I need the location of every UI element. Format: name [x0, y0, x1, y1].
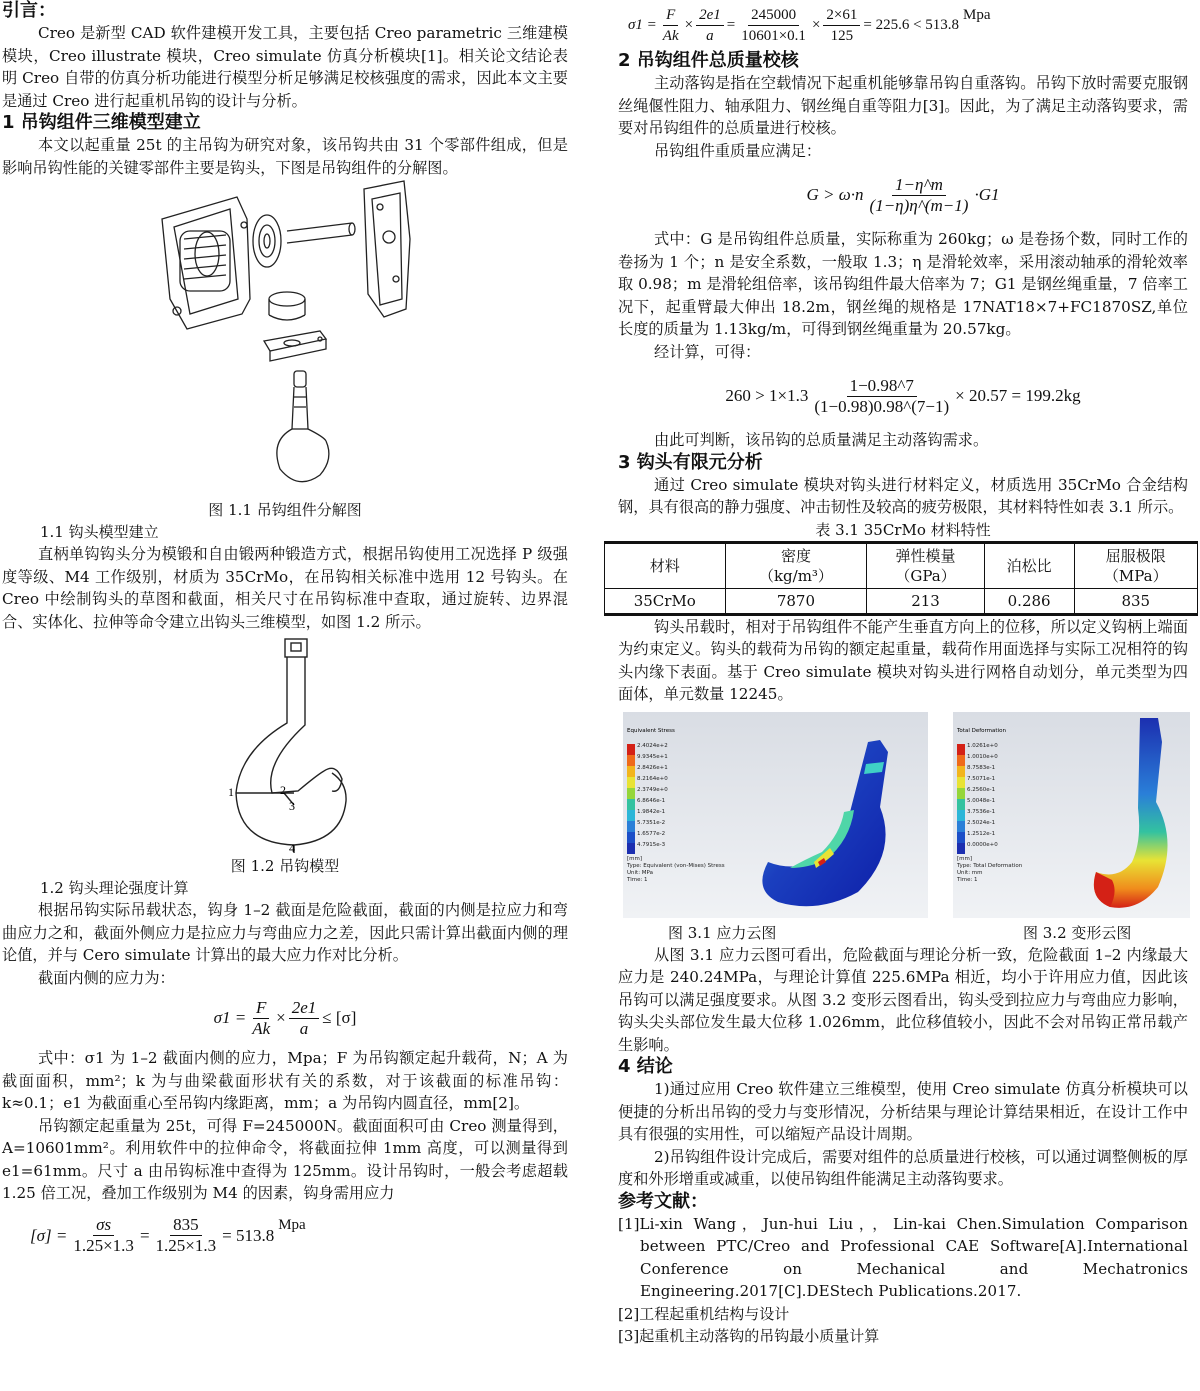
section-2-paragraph-3: 式中：G 是吊钩组件总质量，实际称重为 260kg；ω 是卷扬个数，同时工作的卷扬为 1 个；n 是安全系数，一般取 1.3；η 是滑轮效率，采用滚动轴承的滑轮效率取 0.98；m 是滑轮组倍率，该吊钩组件最大倍率为 7；G1 是钢丝绳重量，7 倍率工况下，起重臂最大伸出 18.2m，钢丝绳的规格是 17NAT18×7+FC1870SZ,单位长度的质量为 1.13kg/m，可得到钢丝绳重量为 20.57kg。: [618, 230, 1188, 338]
stress-legend-value: 4.7915e-3: [637, 841, 666, 848]
formula-unit: Mpa: [278, 1217, 306, 1233]
section-marker-1: 1: [228, 785, 234, 799]
formula-inner-stress: σ1 = $\frac{F}{Ak}$ × $\frac{2e1}{a}$ ≤ [σ]: [213, 997, 357, 1038]
right-column: [618, 0, 1188, 1348]
formula-unit: Mpa: [963, 6, 991, 23]
formula-lhs: [σ] =: [30, 1225, 68, 1245]
section-4-heading: 4 结论: [618, 1056, 673, 1077]
subsection-1-1-heading: 1.1 钩头模型建立: [40, 523, 159, 541]
figure-1-2-caption: 图 1.2 吊钩模型: [230, 857, 340, 875]
formula-mass-condition: [618, 162, 1188, 228]
left-column: [2, 0, 568, 1267]
deformation-legend-footnote: Type: Total Deformation: [957, 862, 1023, 869]
stress-legend-title: Equivalent Stress: [627, 727, 675, 734]
fea-result-images: [618, 712, 1190, 922]
table-cell: 835: [1074, 588, 1197, 614]
stress-legend-footnote: [mm]: [627, 855, 643, 862]
formula-explanation: 式中：σ1 为 1–2 截面内侧的应力，Mpa；F 为吊钩额定起升载荷，N；A 为截面面积，mm²；k 为与曲梁截面形状有关的系数，对于该截面的标准吊钩：k≈0.1；e1 为截面重心至吊钩内缘距离，mm；a 为吊钩内圆直径，mm[2]。: [2, 1049, 568, 1112]
formula-rhs: × 20.57 = 199.2kg: [955, 386, 1081, 405]
yield-label: 屈服极限: [1105, 546, 1166, 565]
deformation-legend-value: 1.2512e-1: [967, 830, 996, 837]
deformation-legend-value: 3.7536e-1: [967, 808, 996, 815]
section-marker-3: 3: [289, 799, 295, 813]
formula-mass-calculation: [618, 363, 1188, 429]
modulus-unit: （GPa）: [895, 566, 956, 585]
material-properties-table: [604, 541, 1198, 616]
deformation-legend-footnote: Time: 1: [957, 876, 978, 883]
stress-legend-value: 2.4024e+2: [637, 742, 668, 749]
section-2-paragraph-1: 主动落钩是指在空载情况下起重机能够靠吊钩自重落钩。吊钩下放时需要克服钢丝绳偃性阻力、轴承阻力、钢丝绳自重等阻力[3]。因此，为了满足主动落钩要求，需要对吊钩组件的总质量进行校核。: [618, 74, 1188, 137]
references-list: [618, 1213, 1188, 1348]
frac-denominator: 10601×0.1: [741, 27, 806, 44]
deformation-legend-scale: [957, 744, 965, 854]
section-marker-2: 2: [280, 783, 286, 797]
table-cell: 35CrMo: [605, 588, 726, 614]
table-header-row: [605, 542, 1198, 588]
stress-legend-value: 1.9842e-1: [637, 808, 666, 815]
deformation-legend-title: Total Deformation: [957, 727, 1006, 734]
frac-numerator: σs: [93, 1215, 114, 1236]
frac-numerator: 2×61: [823, 5, 860, 26]
frac-numerator: 2e1: [696, 5, 724, 26]
stress-legend-value: 1.6577e-2: [637, 830, 666, 837]
figure-captions-row: [618, 922, 1188, 944]
formula-result: = 225.6 < 513.8: [863, 16, 960, 33]
section-2-conclusion: 由此可判断，该吊钩的总质量满足主动落钩需求。: [654, 431, 989, 449]
section-2-heading: 2 吊钩组件总质量校核: [618, 50, 799, 71]
formula-result: = 513.8: [222, 1225, 275, 1245]
deformation-legend-value: 0.0000e+0: [967, 841, 998, 848]
stress-legend-value: 6.8646e-1: [637, 797, 666, 804]
frac-denominator: Ak: [252, 1018, 271, 1038]
frac-numerator: 835: [170, 1215, 202, 1236]
table-header-density: [725, 542, 867, 588]
frac-numerator: F: [663, 5, 678, 26]
section-2-paragraph-2: 吊钩组件重质量应满足：: [654, 141, 822, 160]
section-3-heading: 3 钩头有限元分析: [618, 451, 763, 473]
frac-denominator: a: [706, 27, 714, 44]
frac-denominator: Ak: [662, 27, 679, 44]
frac-numerator: 1−0.98^7: [847, 376, 917, 397]
formula-lhs: 260 > 1×1.3: [725, 386, 809, 405]
formula-lhs: σ1 =: [628, 16, 657, 33]
reference-item: [3]起重机主动落钩的吊钩最小质量计算: [618, 1327, 880, 1345]
section-marker-4: 4: [289, 841, 295, 855]
stress-legend-value: 2.8426e+1: [637, 764, 668, 771]
section-1-paragraph: 本文以起重量 25t 的主吊钩为研究对象，该吊钩共由 31 个零部件组成，但是影响吊钩性能的关键零部件主要是钩头，下图是吊钩组件的分解图。: [2, 136, 568, 177]
section-3-paragraph-2: 钩头吊载时，相对于吊钩组件不能产生垂直方向上的位移，所以定义钩柄上端面为约束定义。钩头的载荷为吊钩的额定起重量，载荷作用面选择与实际工况相符的钩头内缘下表面。基于 Creo simulate 模块对钩头进行网格自动划分，单元类型为四面体，单元数量 12245。: [618, 617, 1188, 703]
deformation-legend-value: 5.0048e-1: [967, 797, 996, 804]
deformation-legend-value: 1.0261e+0: [967, 742, 998, 749]
frac-denominator: a: [299, 1018, 309, 1038]
modulus-label: 弹性模量: [895, 546, 956, 565]
yield-unit: （MPa）: [1103, 566, 1168, 585]
stress-legend-value: 5.7351e-2: [637, 819, 666, 826]
frac-numerator: F: [253, 998, 269, 1019]
table-cell: 213: [867, 588, 984, 614]
frac-denominator: (1−η)η^(m−1): [869, 195, 969, 215]
frac-denominator: (1−0.98)0.98^(7−1): [814, 396, 950, 416]
frac-denominator: 125: [830, 27, 854, 44]
frac-numerator: 1−η^m: [892, 175, 946, 196]
table-3-1-caption: 表 3.1 35CrMo 材料特性: [815, 520, 991, 539]
reference-item: [1]Li-xin Wang，Jun-hui Liu，，Lin-kai Chen.Simulation Comparison between PTC/Creo and Professional CAE Software[A].International Conference on Mechanical and Mechatronics Engineering.2017[C].DEStech Publications.2017.: [618, 1214, 1188, 1300]
exploded-assembly-drawing: [2, 179, 568, 499]
deformation-legend-value: 8.7583e-1: [967, 764, 996, 771]
table-cell: 7870: [725, 588, 867, 614]
section-1-heading: 1 吊钩组件三维模型建立: [2, 112, 201, 133]
deformation-legend-value: 2.5024e-1: [967, 819, 996, 826]
section-3-paragraph-3: 从图 3.1 应力云图可看出，危险截面与理论分析一致，危险截面 1–2 内缘最大应力是 240.24MPa，与理论计算值 225.6MPa 相近，均小于许用应力值，因此该吊钩可以满足强度要求。从图 3.2 变形云图看出，钩头受到拉应力与弯曲应力影响，钩头尖头部位发生最大位移 1.026mm，此位移值较小，因此不会对吊钩正常吊载产生影响。: [618, 945, 1188, 1054]
stress-legend-scale: [627, 744, 635, 854]
frac-denominator: 1.25×1.3: [155, 1236, 217, 1255]
formula-stress-value: σ1 = $\frac{F}{Ak}$ × $\frac{2e1}{a}$ = $\frac{245000}{10601\times 0.1}$ × $\frac{2\times 61}{125}$ = 225.6 < 513.8 Mpa: [628, 6, 991, 44]
subsection-1-2-paragraph: 根据吊钩实际吊载状态，钩身 1–2 截面是危险截面，截面的内侧是拉应力和弯曲应力之和，截面外侧应力是拉应力与弯曲应力之差，因此只需计算出截面内侧的理论值，并与 Cero simulate 计算出的最大应力作对比分析。: [2, 901, 568, 964]
frac-denominator: 1.25×1.3: [73, 1236, 134, 1255]
conclusion-1: 1)通过应用 Creo 软件建立三维模型，使用 Creo simulate 仿真分析模块可以便捷的分析出吊钩的受力与变形情况，分析结果与理论计算结果相近，在设计工作中具有很强的实用性，可以缩短产品设计周期。: [618, 1080, 1188, 1143]
table-header-modulus: [867, 542, 984, 588]
deformation-legend-value: 6.2560e-1: [967, 786, 996, 793]
section-3-paragraph-1: 通过 Creo simulate 模块对钩头进行材料定义，材质选用 35CrMo 合金结构钢，具有很高的静力强度、冲击韧性及较高的疲劳极限，其材料特性如表 3.1 所示。: [618, 475, 1188, 516]
stress-legend-value: 8.2164e+0: [637, 775, 668, 782]
stress-legend-value: 2.3749e+0: [637, 786, 668, 793]
formula-lhs: G > ω·n: [806, 185, 864, 204]
formula-lhs: σ1 =: [213, 1008, 247, 1027]
stress-legend-footnote: Unit: MPa: [627, 869, 653, 876]
figure-3-2-caption: 图 3.2 变形云图: [1023, 923, 1132, 942]
intro-paragraph: Creo 是新型 CAD 软件建模开发工具，主要包括 Creo parametric 三维建模模块，Creo illustrate 模块，Creo simulate 仿真分析模块[1]。相关论文结论表明 Creo 自带的仿真分析功能进行模型分析足够满足校核强度的需求，因此本文主要是通过 Creo 进行起重机吊钩的设计与分析。: [2, 24, 568, 110]
frac-numerator: 2e1: [289, 998, 320, 1019]
table-header-material: 材料: [605, 542, 726, 588]
table-cell: 0.286: [984, 588, 1074, 614]
references-heading: 参考文献：: [618, 1190, 708, 1212]
stress-legend-value: 9.9345e+1: [637, 753, 668, 760]
frac-numerator: 245000: [748, 5, 799, 26]
density-unit: （kg/m³）: [758, 566, 833, 585]
density-label: 密度: [780, 546, 811, 565]
deformation-legend-value: 7.5071e-1: [967, 775, 996, 782]
subsection-1-1-paragraph: 直柄单钩钩头分为模锻和自由锻两种锻造方式，根据吊钩使用工况选择 P 级强度等级、M4 工作级别，材质为 35CrMo，在吊钩相关标准中选用 12 号钩头。在 Creo 中绘制钩头的草图和截面，相关尺寸在吊钩标准中查取，通过旋转、边界混合、实体化、拉伸等命令建立出钩头三维模型，如图 1.2 所示。: [2, 545, 568, 631]
intro-heading: 引言：: [2, 0, 56, 21]
simulation-figures: [618, 712, 1188, 922]
table-row: [605, 588, 1198, 614]
conclusion-2: 2)吊钩组件设计完成后，需要对组件的总质量进行校核，可以通过调整侧板的厚度和外形增重或减重，以使吊钩组件能满足主动落钩要求。: [618, 1147, 1188, 1188]
deformation-legend-footnote: [mm]: [957, 855, 973, 862]
formula-allowable-stress: [σ] = $\frac{\sigma s}{1.25\times 1.3}$ = $\frac{835}{1.25\times 1.3}$ = 513.8 Mpa: [30, 1215, 306, 1255]
stress-intro-line: 截面内侧的应力为：: [38, 968, 175, 987]
figure-hook-model: [2, 633, 568, 855]
figure-1-1-caption: 图 1.1 吊钩组件分解图: [208, 501, 362, 519]
section-2-paragraph-4: 经计算，可得：: [654, 342, 761, 361]
formula-rhs: ·G1: [974, 185, 1000, 204]
formula-rhs: ≤ [σ]: [322, 1008, 357, 1027]
table-header-poisson: 泊松比: [984, 542, 1074, 588]
stress-legend-footnote: Time: 1: [627, 876, 648, 883]
table-header-yield: [1074, 542, 1197, 588]
deformation-legend-value: 1.0010e+0: [967, 753, 998, 760]
figure-3-1-caption: 图 3.1 应力云图: [668, 923, 777, 942]
subsection-1-2-heading: 1.2 钩头理论强度计算: [40, 879, 189, 897]
reference-item: [2]工程起重机结构与设计: [618, 1304, 790, 1323]
calculation-paragraph: 吊钩额定起重量为 25t，可得 F=245000N。截面面积可由 Creo 测量得到，A=10601mm²。利用软件中的拉伸命令，将截面拉伸 1mm 高度，可以测量得到 e1=61mm。尺寸 a 由吊钩标准中查得为 125mm。设计吊钩时，一般会考虑超载 1.25 倍工况，叠加工作级别为 M4 的因素，钩身需用应力: [2, 1116, 568, 1202]
deformation-legend-footnote: Unit: mm: [957, 869, 983, 876]
hook-model-drawing: [2, 633, 568, 855]
figure-exploded-view: [2, 179, 568, 499]
stress-legend-footnote: Type: Equivalent (von-Mises) Stress: [627, 862, 725, 869]
